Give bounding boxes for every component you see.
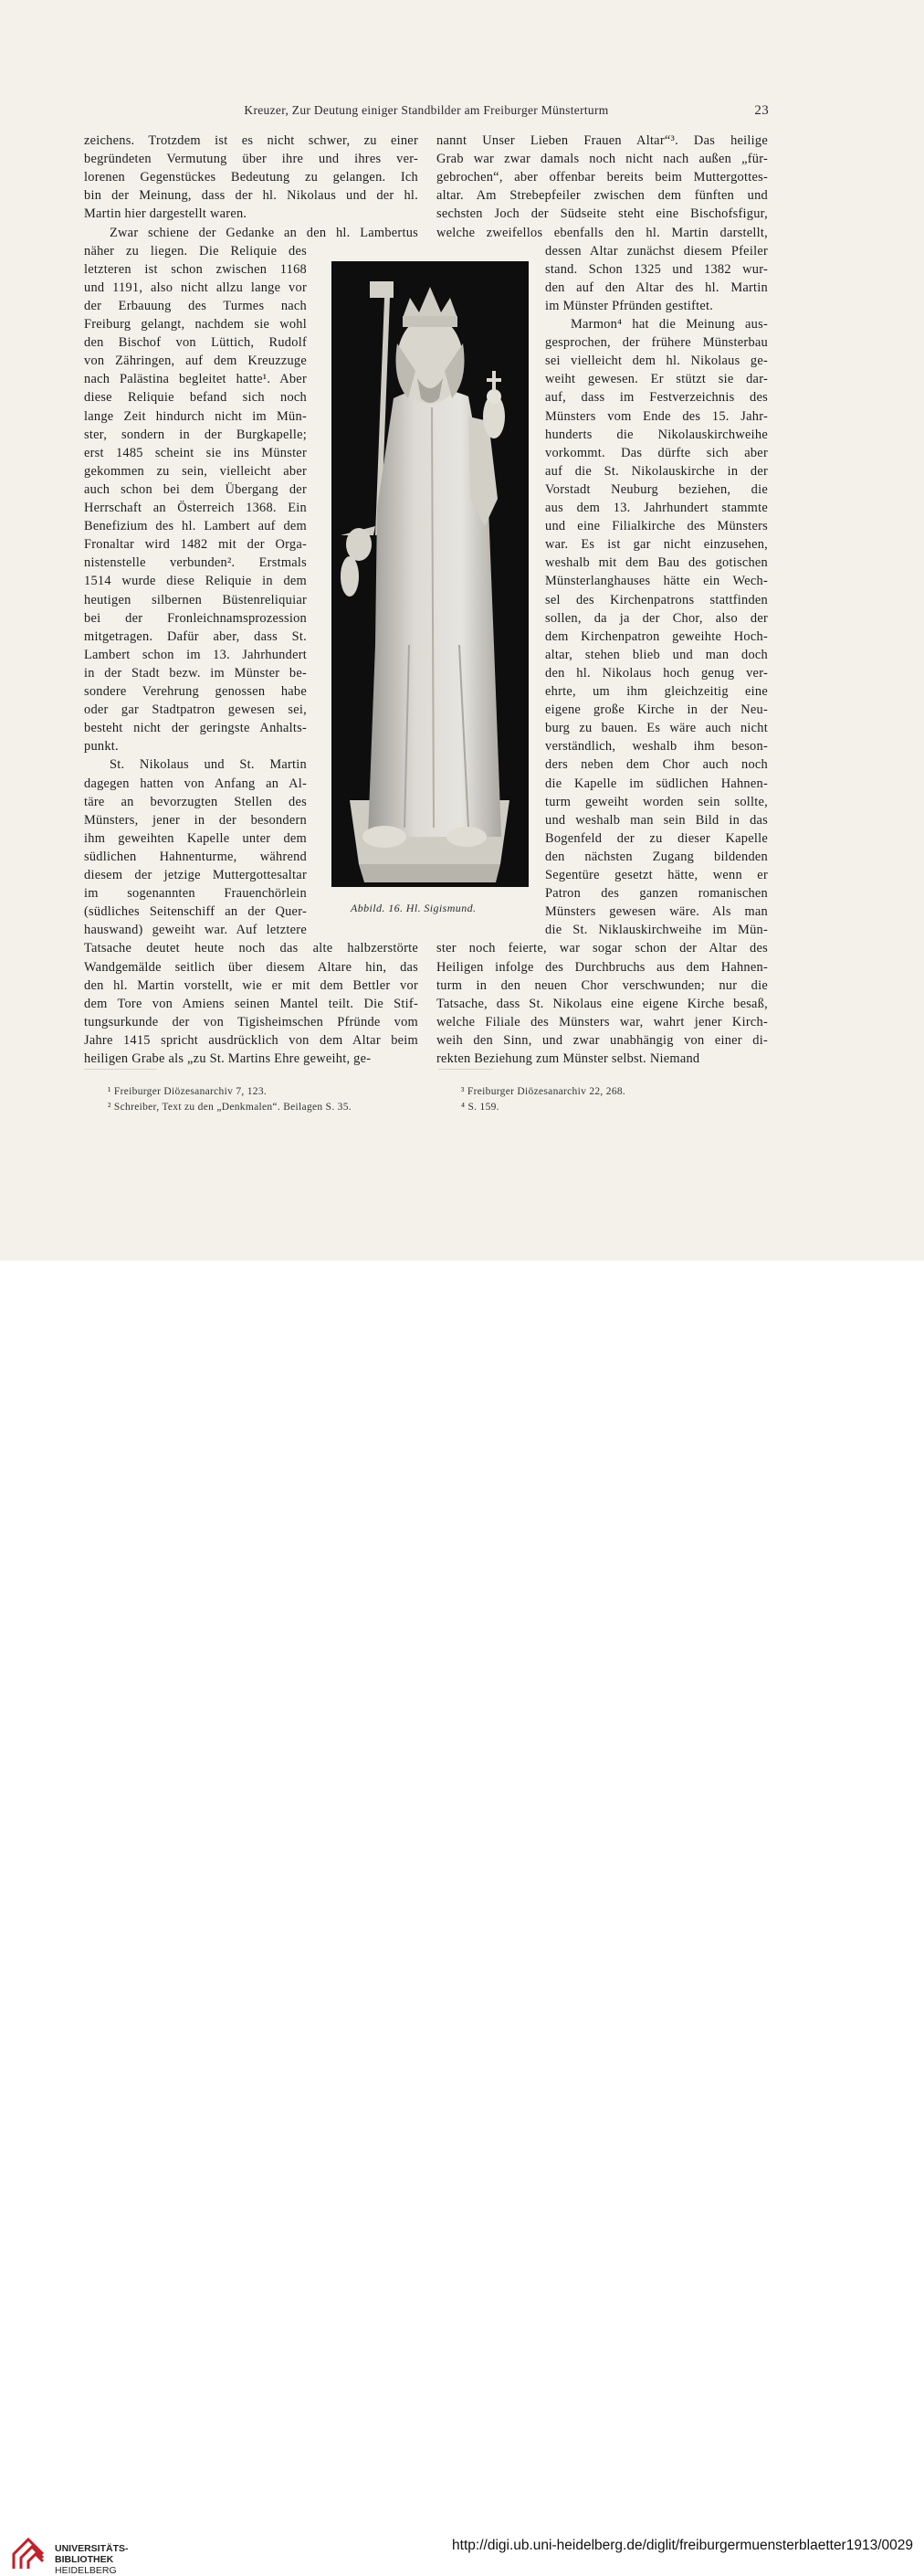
left_lines-line: bin der Meinung, dass der hl. Nikolaus und der hl.	[84, 188, 418, 204]
right_lines-line: welche zweifellos ebenfalls den hl. Martin darstellt,	[436, 225, 768, 240]
scanned-page	[0, 0, 924, 1261]
right_lines-line: ehrte, um ihm gleichzeitig eine	[545, 684, 768, 699]
figure-sigismund-statue	[331, 261, 529, 887]
left_lines-line: lorenen Gegenstückes Bedeutung zu gelangen. Ich	[84, 170, 418, 185]
right_lines-line: Münsters vom Ende des 15. Jahr-	[545, 408, 768, 424]
left_lines-line: tungsurkunde der von Tigisheimschen Pfründe vom	[84, 1014, 418, 1029]
left_lines-line: oder gar Stadtpatron gewesen sei,	[84, 702, 307, 718]
right_lines-line: aus dem 13. Jahrhundert stammte	[545, 501, 768, 515]
right_lines-line: Bogenfeld der zu dieser Kapelle	[545, 830, 768, 846]
left_lines-line: mitgetragen. Dafür aber, dass St.	[84, 628, 307, 644]
right_lines-line: Tatsache, dass St. Nikolaus eine eigene Kirche besaß,	[436, 996, 768, 1011]
right_lines-line: sei vielleicht dem hl. Nikolaus ge-	[545, 354, 768, 369]
right_lines-line: Vorstadt Neuburg beziehen, die	[545, 481, 768, 497]
right_lines-line: Heiligen infolge des Durchbruchs aus dem Hahnen-	[436, 959, 768, 975]
left_lines-line: Herrschaft an Österreich 1368. Ein	[84, 501, 307, 515]
footnote-3: ³ Freiburger Diözesanarchiv 22, 268.	[461, 1086, 626, 1097]
right_lines-line: ders neben dem Chor auch noch	[545, 757, 768, 773]
right_lines-line: Grab war zwar damals noch nicht nach außen „für-	[436, 152, 768, 167]
right_lines-line: verständlich, weshalb ihm beson-	[545, 739, 768, 755]
right_lines-line: turm geweiht worden sein sollte,	[545, 794, 768, 809]
right_lines-line: turm in den neuen Chor verschwunden; nur die	[436, 977, 768, 993]
viewer-footer	[0, 1261, 924, 2576]
left_lines-line: diese Reliquie befand sich noch	[84, 390, 307, 406]
left_lines-line: dem Tore von Amiens seinen Mantel teilt. Die Stif-	[84, 996, 418, 1011]
right_lines-line: Patron des ganzen romanischen	[545, 886, 768, 902]
footnote-2: ² Schreiber, Text zu den „Denkmalen“. Beilagen S. 35.	[108, 1102, 352, 1113]
left_lines-line: lange Zeit hindurch nicht im Mün-	[84, 408, 307, 424]
left_lines-line: hauswand) geweiht war. Auf letztere	[84, 923, 307, 938]
right_lines-line: auf, dass im Festverzeichnis des	[545, 390, 768, 406]
left_lines-line: begründeten Vermutung über ihre und ihres ver-	[84, 152, 418, 167]
right_lines-line: Segentüre gesetzt hätte, wenn er	[545, 868, 768, 882]
left_lines-line: Martin hier dargestellt waren.	[84, 206, 247, 222]
right_lines-line: hunderts die Nikolauskirchweihe	[545, 427, 768, 442]
left_lines-line: von Zähringen, auf dem Kreuzzuge	[84, 354, 307, 369]
left_lines-line: heutigen silbernen Büstenreliquiar	[84, 592, 307, 607]
right_lines-line: nannt Unser Lieben Frauen Altar“³. Das heilige	[436, 133, 768, 148]
right_lines-line: rekten Beziehung zum Münster selbst. Niemand	[436, 1051, 700, 1066]
right_lines-line: Münsterlanghauses hätte ein Wech-	[545, 574, 768, 589]
left_lines-line: Benefizium des hl. Lambert auf dem	[84, 519, 307, 534]
left_lines-line: bei der Fronleichnamsprozession	[84, 610, 307, 626]
footnote-rule-left	[84, 1069, 157, 1070]
university-library-logo-icon	[10, 2532, 50, 2572]
right_lines-line: eigene große Kirche in der Neu-	[545, 702, 768, 718]
right_lines-line: Münsters gewesen wäre. Als man	[545, 904, 768, 920]
left_lines-line: (südliches Seitenschiff an der Quer-	[84, 904, 307, 920]
footnote-4: ⁴ S. 159.	[461, 1102, 499, 1113]
right_lines-line: und weshalb man sein Bild in das	[545, 812, 768, 828]
left_lines-line: St. Nikolaus und St. Martin	[110, 757, 307, 773]
left_lines-line: im sogenannten Frauenchörlein	[84, 886, 307, 902]
left_lines-line: näher zu liegen. Die Reliquie des	[84, 243, 307, 259]
right_lines-line: Marmon⁴ hat die Meinung aus-	[571, 317, 768, 332]
left_lines-line: zeichens. Trotzdem ist es nicht schwer, zu einer	[84, 133, 418, 148]
right_lines-line: die Kapelle im südlichen Hahnen-	[545, 776, 768, 791]
right_lines-line: dessen Altar zunächst diesem Pfeiler	[545, 243, 768, 259]
statue-illustration	[331, 261, 529, 887]
right_lines-line: dem Kirchenpatron geweihte Hoch-	[545, 628, 768, 644]
right_lines-line: altar. Am Strebepfeiler zwischen dem fünften und	[436, 188, 768, 204]
right_lines-line: stand. Schon 1325 und 1382 wur-	[545, 261, 768, 277]
right_lines-line: burg zu bauen. Es wäre auch nicht	[545, 721, 768, 736]
right_lines-line: altar, stehen blieb und man doch	[545, 647, 768, 662]
right_lines-line: ster noch feierte, war sogar schon der Altar des	[436, 941, 768, 956]
left_lines-line: Tatsache deutet heute noch das alte halbzerstörte	[84, 941, 418, 956]
left_lines-line: täre an bevorzugten Stellen des	[84, 794, 307, 809]
right_lines-line: sel des Kirchenpatrons stattfinden	[545, 592, 768, 607]
right_lines-line: weshalb mit dem Bau des gotischen	[545, 555, 768, 571]
right_lines-line: die St. Niklauskirchweihe im Mün-	[545, 923, 768, 938]
library-name	[55, 2543, 129, 2576]
left_lines-line: besteht nicht der geringste Anhalts-	[84, 721, 307, 736]
right_lines-line: weiht gewesen. Er stützt sie dar-	[545, 372, 768, 387]
left_lines-line: Fronaltar wird 1482 mit der Orga-	[84, 537, 307, 553]
figure-caption: Abbild. 16. Hl. Sigismund.	[351, 902, 477, 914]
right_lines-line: war. Es ist gar nicht einzusehen,	[545, 537, 768, 553]
left_lines-line: Freiburg gelangt, nachdem sie wohl	[84, 317, 307, 332]
left_lines-line: und 1191, also nicht allzu lange vor	[84, 280, 307, 295]
footnote-rule-right	[438, 1069, 493, 1070]
right_lines-line: den hl. Nikolaus hoch genug ver-	[545, 665, 768, 681]
right_lines-line: vorkommt. Das dürfte sich aber	[545, 445, 768, 460]
right_lines-line: den nächsten Zugang bildenden	[545, 849, 768, 864]
page-number: 23	[754, 103, 769, 118]
left_lines-line: Wandgemälde seitlich über diesem Altare hin, das	[84, 959, 418, 975]
library-name-line2: BIBLIOTHEK	[55, 2554, 114, 2565]
left_lines-line: punkt.	[84, 739, 119, 755]
right_lines-line: welche Filiale des Münsters war, wahrt jener Kirch-	[436, 1014, 768, 1029]
left_lines-line: nach Palästina begleitet hatte¹. Aber	[84, 372, 307, 387]
left_lines-line: sondere Verehrung genossen habe	[84, 684, 307, 699]
left_lines-line: erst 1485 scheint sie ins Münster	[84, 445, 307, 460]
footnote-1: ¹ Freiburger Diözesanarchiv 7, 123.	[108, 1086, 268, 1097]
right_lines-line: gebrochen“, aber offenbar bereits beim Muttergottes-	[436, 170, 768, 185]
library-name-line3: HEIDELBERG	[55, 2565, 117, 2576]
right_lines-line: den auf den Altar des hl. Martin	[545, 280, 768, 295]
right_lines-line: auf die St. Nikolauskirche in der	[545, 463, 768, 479]
left_lines-line: Zwar schiene der Gedanke an den hl. Lambertus	[110, 225, 418, 240]
left_lines-line: 1514 wurde diese Reliquie in dem	[84, 574, 307, 589]
left_lines-line: dagegen hatten von Anfang an Al-	[84, 776, 307, 791]
right_lines-line: im Münster Pfründen gestiftet.	[545, 298, 714, 313]
right_lines-line: gesprochen, der frühere Münsterbau	[545, 335, 768, 351]
right_lines-line: weih den Sinn, und zwar unabhängig von einer di-	[436, 1032, 768, 1048]
left_lines-line: ster, sondern in der Burgkapelle;	[84, 427, 307, 442]
left_lines-line: Münsters, jener in der besondern	[84, 812, 307, 828]
left_lines-line: Jahre 1415 spricht ausdrücklich von dem Altar beim	[84, 1032, 418, 1048]
permalink-url[interactable]: http://digi.ub.uni-heidelberg.de/diglit/freiburgermuensterblaetter1913/0029	[452, 2538, 913, 2553]
right_lines-line: sollen, da ja der Chor, also der	[545, 610, 768, 626]
left_lines-line: ihm geweihten Kapelle unter dem	[84, 830, 307, 846]
left_lines-line: der Erbauung des Turmes nach	[84, 298, 307, 313]
right_lines-line: sechsten Joch der Südseite steht eine Bischofsfigur,	[436, 206, 768, 222]
left_lines-line: auch schon bei dem Übergang der	[84, 481, 307, 497]
left_lines-line: in der Stadt bezw. im Münster be-	[84, 665, 307, 681]
left_lines-line: südlichen Hahnenturme, während	[84, 849, 307, 864]
left_lines-line: den Bischof von Lüttich, Rudolf	[84, 335, 307, 351]
left_lines-line: den hl. Martin vorstellt, wie er mit dem Bettler vor	[84, 977, 418, 993]
left_lines-line: letzteren ist schon zwischen 1168	[84, 261, 307, 277]
left_lines-line: heiligen Grabe als „zu St. Martins Ehre geweiht, ge-	[84, 1051, 372, 1066]
left_lines-line: nistenstelle verbunden². Erstmals	[84, 555, 307, 571]
running-header-title: Kreuzer, Zur Deutung einiger Standbilder am Freiburger Münsterturm	[244, 103, 609, 117]
library-name-line1: UNIVERSITÄTS-	[55, 2543, 129, 2554]
left_lines-line: Lambert schon im 13. Jahrhundert	[84, 647, 307, 662]
right_lines-line: und eine Filialkirche des Münsters	[545, 519, 768, 534]
left_lines-line: diesem der jetzige Muttergottesaltar	[84, 868, 307, 882]
left_lines-line: gekommen zu sein, vielleicht aber	[84, 463, 307, 479]
